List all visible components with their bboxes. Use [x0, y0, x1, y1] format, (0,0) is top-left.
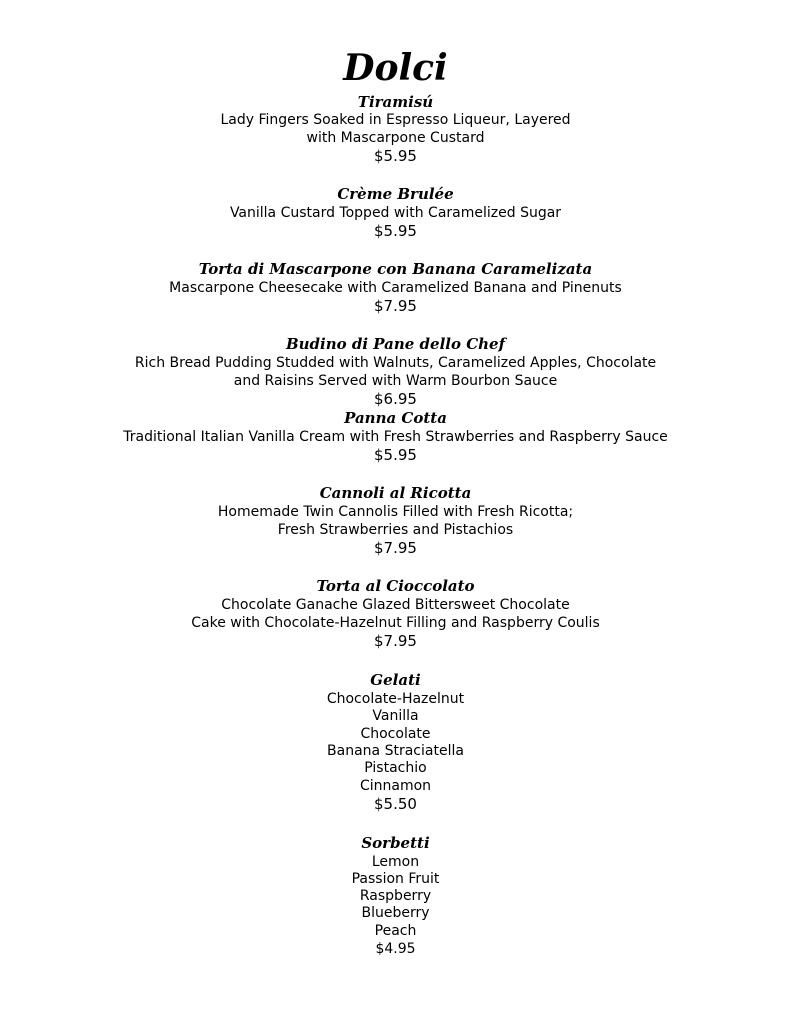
item-description-line: Mascarpone Cheesecake with Caramelized Banana and Pinenuts — [169, 280, 622, 296]
item-name-tiramisu: Tiramisú — [357, 93, 434, 111]
flavor-list-item: Raspberry — [359, 888, 432, 904]
flavor-list-item: Vanilla — [372, 708, 419, 724]
item-price-cannoli-al-ricotta: $7.95 — [374, 539, 417, 557]
item-price-gelati: $5.50 — [374, 795, 417, 813]
item-description-line: with Mascarpone Custard — [306, 130, 485, 146]
item-description-line: Lady Fingers Soaked in Espresso Liqueur, Layered — [220, 112, 571, 128]
flavor-list-item: Pistachio — [364, 760, 427, 776]
item-price-budino-di-pane: $6.95 — [374, 390, 417, 408]
item-name-torta-di-mascarpone: Torta di Mascarpone con Banana Caramelizata — [198, 260, 593, 278]
item-name-sorbetti: Sorbetti — [361, 834, 430, 852]
item-price-tiramisu: $5.95 — [374, 147, 417, 165]
item-description-line: Homemade Twin Cannolis Filled with Fresh Ricotta; — [217, 504, 574, 520]
item-description-line: Fresh Strawberries and Pistachios — [277, 522, 514, 538]
item-price-torta-al-cioccolato: $7.95 — [374, 632, 417, 650]
item-description-line: Vanilla Custard Topped with Caramelized Sugar — [229, 205, 562, 221]
menu-title: Dolci — [343, 47, 448, 89]
flavor-list-item: Chocolate-Hazelnut — [326, 691, 465, 707]
flavor-list-item: Lemon — [371, 854, 420, 870]
item-name-panna-cotta: Panna Cotta — [344, 409, 447, 427]
flavor-list-item: Blueberry — [361, 905, 430, 921]
item-name-creme-brulee: Crème Brulée — [337, 185, 454, 203]
item-description-line: Cake with Chocolate-Hazelnut Filling and Raspberry Coulis — [191, 615, 600, 631]
flavor-list-item: Chocolate — [360, 726, 431, 742]
item-name-budino-di-pane: Budino di Pane dello Chef — [285, 335, 506, 353]
flavor-list-item: Passion Fruit — [351, 871, 440, 887]
flavor-list-item: Cinnamon — [359, 778, 432, 794]
item-description-line: Chocolate Ganache Glazed Bittersweet Chocolate — [221, 597, 570, 613]
flavor-list-item: Peach — [374, 923, 417, 939]
item-price-torta-di-mascarpone: $7.95 — [374, 297, 417, 315]
item-name-torta-al-cioccolato: Torta al Cioccolato — [316, 577, 475, 595]
item-description-line: Rich Bread Pudding Studded with Walnuts, Caramelized Apples, Chocolate — [134, 355, 657, 371]
item-name-cannoli-al-ricotta: Cannoli al Ricotta — [319, 484, 472, 502]
item-description-line: and Raisins Served with Warm Bourbon Sauce — [233, 373, 558, 389]
item-price-creme-brulee: $5.95 — [374, 222, 417, 240]
flavor-list-item: Banana Straciatella — [327, 743, 464, 759]
item-description-line: Traditional Italian Vanilla Cream with Fresh Strawberries and Raspberry Sauce — [123, 429, 668, 445]
item-price-panna-cotta: $5.95 — [374, 446, 417, 464]
item-name-gelati: Gelati — [370, 671, 421, 689]
item-price-sorbetti: $4.95 — [375, 941, 416, 957]
